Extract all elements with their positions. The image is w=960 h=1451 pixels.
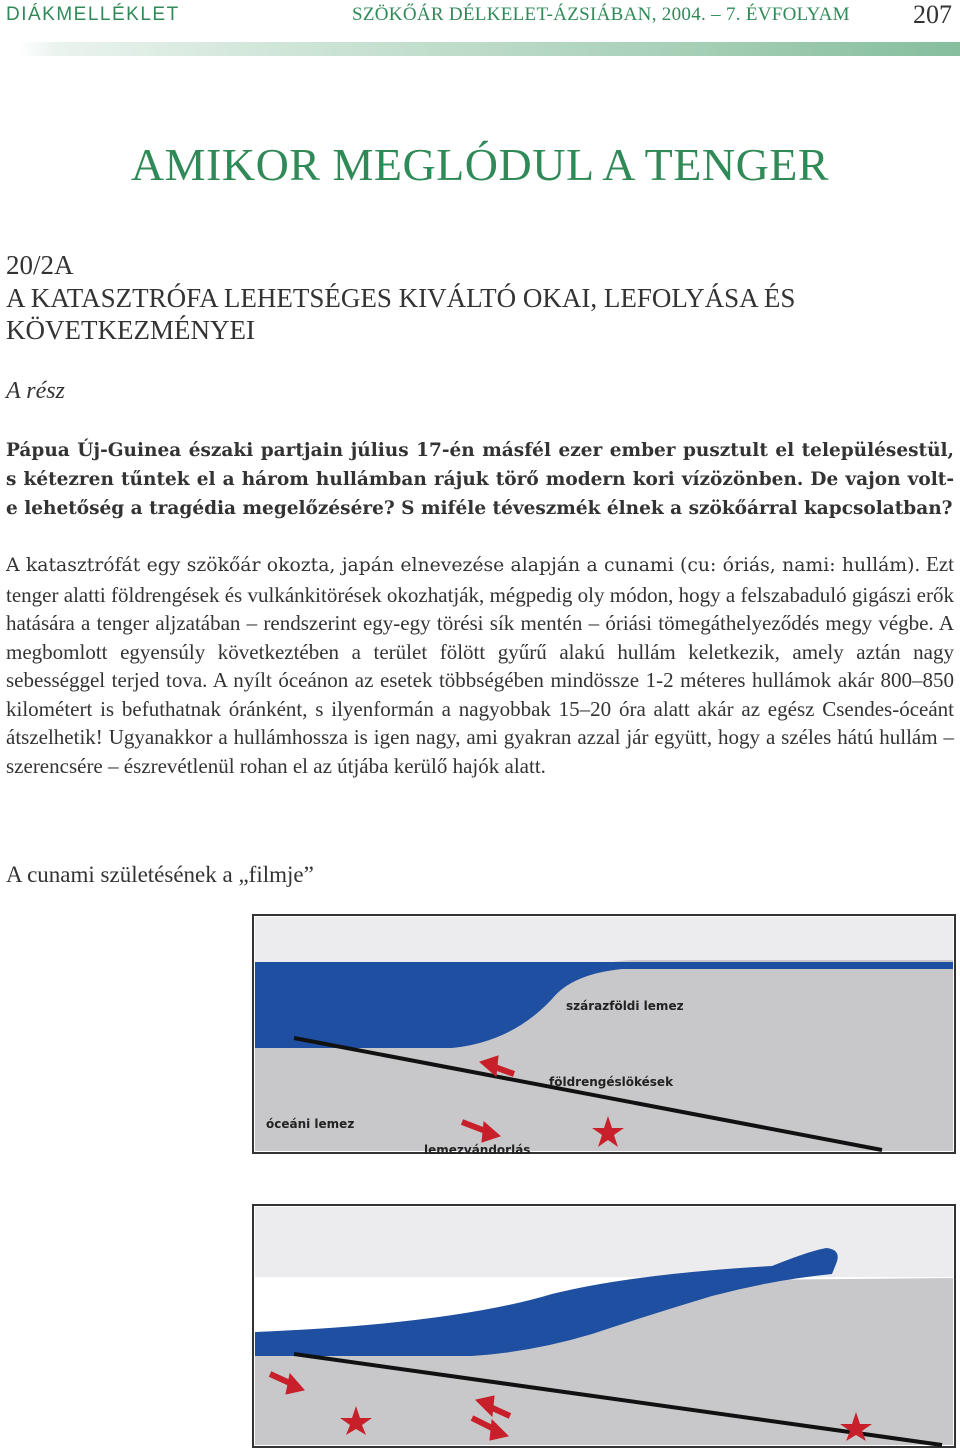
body-paragraph — [6, 550, 954, 780]
diagram-2-svg — [252, 1204, 956, 1448]
label-plate-drift: lemezvándorlás — [424, 1143, 531, 1154]
sky-area — [255, 917, 953, 967]
sky-area-2 — [255, 1207, 953, 1277]
diagram-1-svg — [252, 914, 956, 1154]
part-label: A rész — [6, 378, 65, 404]
tsunami-diagram-2 — [252, 1204, 956, 1448]
header-issue-title: SZÖKŐÁR DÉLKELET-ÁZSIÁBAN, 2004. – 7. ÉVFOLYAM — [352, 4, 850, 25]
label-oceanic-plate: óceáni lemez — [266, 1117, 355, 1131]
page-header — [0, 0, 960, 36]
lead-paragraph: Pápua Új-Guinea északi partjain július 17-én másfél ezer ember pusztult el településestül, s kétezren tűntek el a három hullámban rájuk törő modern kori vízözönben. De vajon volt-e lehetőség a tragédia megelőzésére? S miféle téveszmék élnek a szökőárral kapcsolatban? — [6, 440, 954, 519]
header-gradient-band — [0, 42, 960, 56]
body-first-sentence: A katasztrófát egy szökőár okozta, japán elnevezése alapján a cunami (cu: óriás, nami: hullám). — [6, 555, 921, 576]
header-supplement-label: DIÁKMELLÉKLET — [6, 4, 180, 25]
section-id: 20/2A — [6, 250, 74, 280]
section-title: A KATASZTRÓFA LEHETSÉGES KIVÁLTÓ OKAI, LEFOLYÁSA ÉS KÖVETKEZMÉNYEI — [6, 283, 796, 345]
label-continental-plate: szárazföldi lemez — [566, 999, 684, 1013]
label-earthquake-shocks: földrengéslökések — [549, 1075, 674, 1089]
body-text: Ezt tenger alatti földrengések és vulkánkitörések okozhatják, mégpedig oly módon, hogy a felszabaduló gigászi erők hatására a tenger aljzatában – rendszerint egy-egy törési sík mentén – óriási tömegáthelyeződés megy végbe. A megbomlott egyensúly következtében a terület fölött gyűrű alakú hullám keletkezik, amely aztán nagy sebességgel terjed tova. A nyílt óceánon az esetek többségében mindössze 1-2 méteres hullámok akár 800–850 kilométert is befuthatnak óránként, s ilyenformán a nagyobbak 15–20 óra alatt akár az egész Csendes-óceánt átszelhetik! Ugyanakkor a hullámhossza is igen nagy, ami gyakran azzal jár együtt, hogy a széles hátú hullám – szerencsére – észrevétlenül rohan el az útjába kerülő hajók alatt. — [6, 552, 954, 778]
figure-caption: A cunami születésének a „filmje” — [6, 862, 314, 887]
page-title: AMIKOR MEGLÓDUL A TENGER — [130, 139, 830, 190]
tsunami-diagram-1 — [252, 914, 956, 1154]
page-number: 207 — [913, 0, 952, 29]
